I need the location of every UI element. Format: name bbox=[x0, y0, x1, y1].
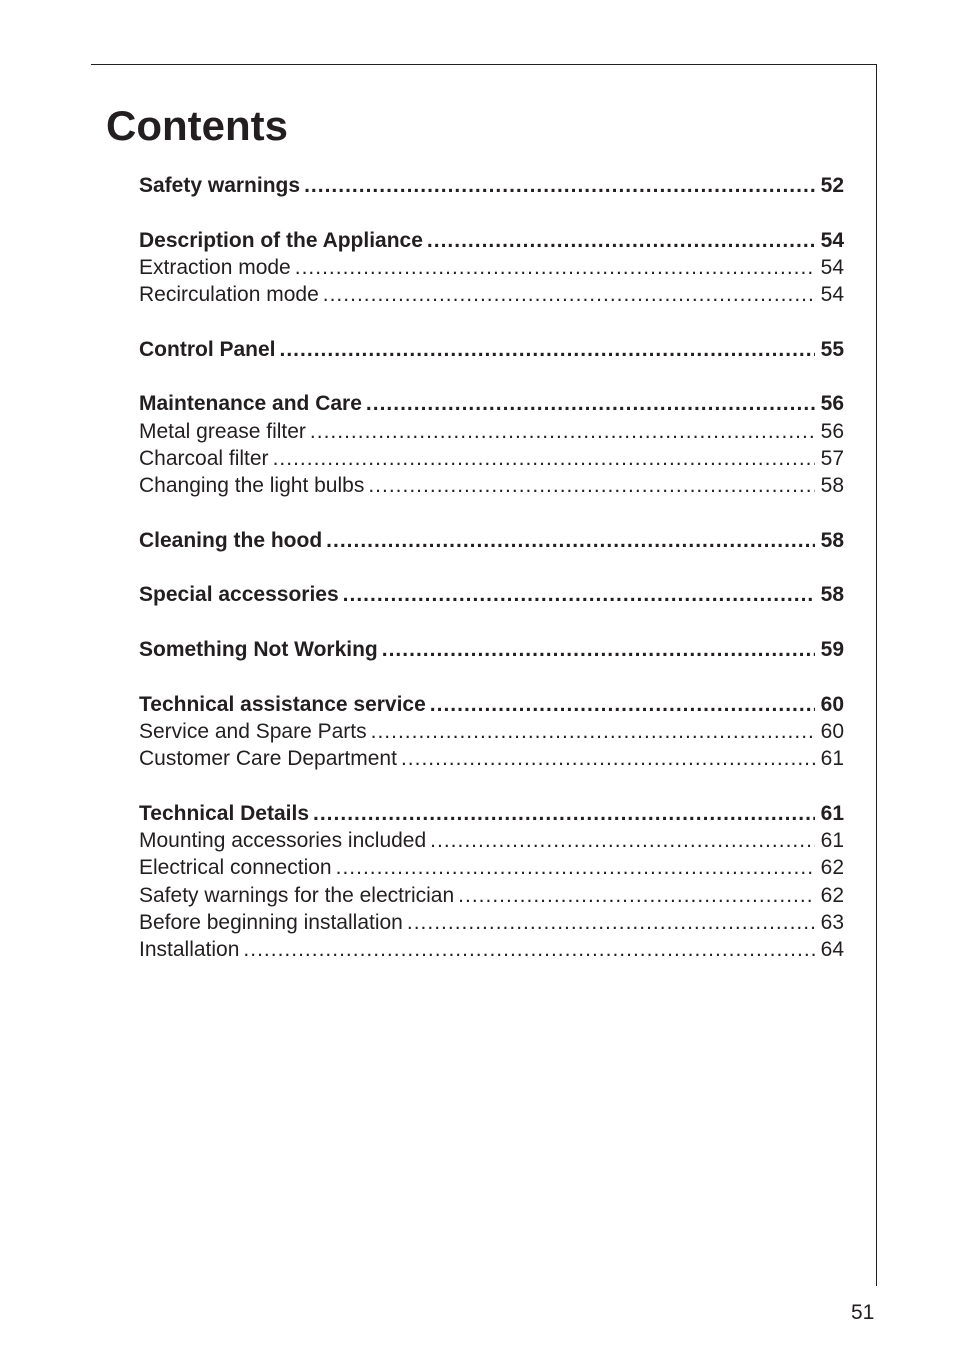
toc-entry-label: Control Panel bbox=[139, 337, 276, 361]
toc-entry-page: 60 bbox=[820, 719, 844, 743]
toc-entry-page: 56 bbox=[820, 419, 844, 443]
right-rule bbox=[876, 64, 877, 1286]
toc-heading-entry bbox=[139, 227, 844, 254]
toc-entry-page: 61 bbox=[820, 829, 844, 853]
page-number: 51 bbox=[851, 1301, 875, 1324]
toc-entry-label: Maintenance and Care bbox=[139, 392, 362, 416]
toc-entry-label: Metal grease filter bbox=[139, 419, 306, 443]
dot-leader bbox=[368, 472, 814, 499]
toc-subentry bbox=[139, 909, 844, 936]
toc-entry-page: 58 bbox=[820, 583, 844, 607]
toc-subentry bbox=[139, 445, 844, 472]
toc-heading-entry bbox=[139, 390, 844, 417]
dot-leader bbox=[323, 281, 815, 308]
toc-entry-label: Service and Spare Parts bbox=[139, 719, 367, 743]
toc-entry-page: 60 bbox=[820, 692, 844, 716]
toc-entry-label: Changing the light bulbs bbox=[139, 474, 365, 498]
toc-entry-page: 62 bbox=[820, 856, 844, 880]
toc-subentry bbox=[139, 854, 844, 881]
toc-entry-label: Something Not Working bbox=[139, 638, 378, 662]
toc-subentry bbox=[139, 718, 844, 745]
toc-section bbox=[139, 691, 844, 773]
toc-subentry bbox=[139, 882, 844, 909]
toc-subentry bbox=[139, 472, 844, 499]
toc-heading-entry bbox=[139, 581, 844, 608]
toc-entry-label: Customer Care Department bbox=[139, 747, 397, 771]
toc-entry-page: 57 bbox=[820, 446, 844, 470]
toc-subentry bbox=[139, 745, 844, 772]
toc-heading-entry bbox=[139, 527, 844, 554]
toc-subentry bbox=[139, 418, 844, 445]
dot-leader bbox=[430, 827, 814, 854]
dot-leader bbox=[382, 636, 815, 663]
toc-entry-label: Electrical connection bbox=[139, 856, 332, 880]
dot-leader bbox=[371, 718, 815, 745]
toc-entry-page: 61 bbox=[820, 747, 844, 771]
toc-entry-page: 52 bbox=[820, 174, 844, 197]
toc-entry-page: 62 bbox=[820, 883, 844, 907]
dot-leader bbox=[407, 909, 815, 936]
dot-leader bbox=[430, 691, 815, 718]
toc-entry-label: Cleaning the hood bbox=[139, 528, 323, 552]
toc-section bbox=[139, 581, 844, 608]
toc-heading-entry bbox=[139, 800, 844, 827]
toc-section bbox=[139, 527, 844, 554]
toc-entry-page: 55 bbox=[820, 337, 844, 361]
toc-section bbox=[139, 390, 844, 499]
toc-entry-page: 54 bbox=[820, 283, 844, 307]
toc-entry-page: 64 bbox=[820, 938, 844, 962]
toc-heading-entry bbox=[139, 172, 844, 199]
toc-entry-page: 58 bbox=[820, 474, 844, 498]
toc-entry-page: 56 bbox=[820, 392, 844, 416]
toc-subentry bbox=[139, 827, 844, 854]
page-title: Contents bbox=[106, 102, 288, 149]
toc-entry-page: 59 bbox=[820, 638, 844, 662]
dot-leader bbox=[427, 227, 815, 254]
toc-entry-page: 54 bbox=[820, 228, 844, 252]
toc-entry-label: Safety warnings bbox=[139, 174, 301, 197]
dot-leader bbox=[313, 800, 815, 827]
toc-entry-label: Technical Details bbox=[139, 801, 310, 825]
toc-subentry bbox=[139, 281, 844, 308]
dot-leader bbox=[295, 254, 815, 281]
dot-leader bbox=[273, 445, 815, 472]
dot-leader bbox=[304, 172, 815, 199]
dot-leader bbox=[310, 418, 815, 445]
table-of-contents bbox=[139, 172, 844, 991]
toc-entry-page: 63 bbox=[820, 911, 844, 935]
toc-section bbox=[139, 336, 844, 363]
toc-entry-label: Mounting accessories included bbox=[139, 829, 427, 853]
toc-entry-page: 61 bbox=[820, 801, 844, 825]
dot-leader bbox=[401, 745, 815, 772]
toc-entry-page: 54 bbox=[820, 255, 844, 279]
toc-entry-label: Before beginning installation bbox=[139, 911, 403, 935]
dot-leader bbox=[326, 527, 814, 554]
top-rule bbox=[91, 64, 877, 65]
dot-leader bbox=[336, 854, 815, 881]
toc-section bbox=[139, 172, 844, 199]
toc-subentry bbox=[139, 936, 844, 963]
toc-heading-entry bbox=[139, 336, 844, 363]
dot-leader bbox=[366, 390, 815, 417]
dot-leader bbox=[243, 936, 814, 963]
dot-leader bbox=[280, 336, 815, 363]
dot-leader bbox=[343, 581, 815, 608]
toc-section bbox=[139, 227, 844, 309]
toc-entry-label: Special accessories bbox=[139, 583, 339, 607]
toc-entry-label: Recirculation mode bbox=[139, 283, 319, 307]
toc-heading-entry bbox=[139, 691, 844, 718]
toc-entry-page: 58 bbox=[820, 528, 844, 552]
toc-entry-label: Charcoal filter bbox=[139, 446, 269, 470]
toc-entry-label: Safety warnings for the electrician bbox=[139, 883, 455, 907]
toc-entry-label: Description of the Appliance bbox=[139, 228, 423, 252]
toc-entry-label: Extraction mode bbox=[139, 255, 291, 279]
toc-heading-entry bbox=[139, 636, 844, 663]
toc-section bbox=[139, 800, 844, 964]
toc-entry-label: Installation bbox=[139, 938, 240, 962]
toc-subentry bbox=[139, 254, 844, 281]
dot-leader bbox=[458, 882, 814, 909]
toc-entry-label: Technical assistance service bbox=[139, 692, 426, 716]
toc-section bbox=[139, 636, 844, 663]
